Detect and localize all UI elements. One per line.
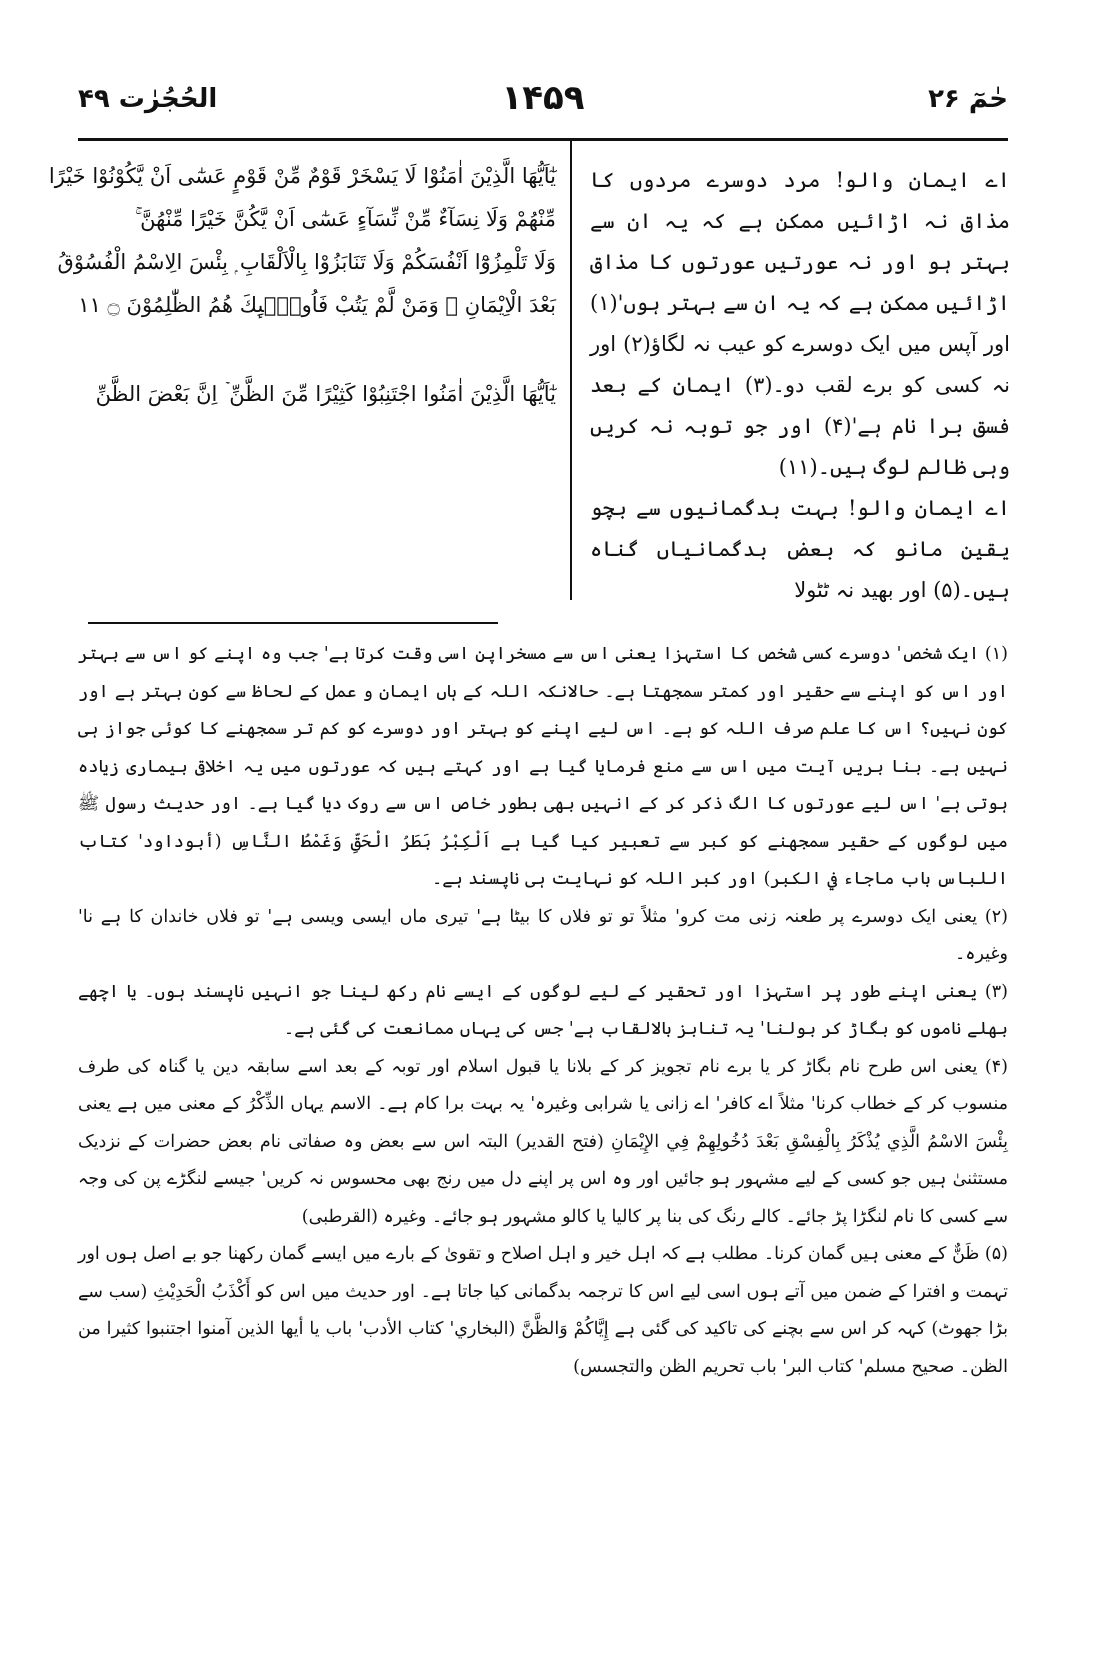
translation-paragraph: اے ایمان والو! مرد دوسرے مردوں کا مذاق نہ اڑائیں ممکن ہے کہ یہ ان سے بہتر ہو اور نہ عورتیں عورتوں کا مذاق اڑائیں ممکن ہے کہ یہ ان سے بہتر ہوں'(۱) اور آپس میں ایک دوسرے کو عیب نہ لگاؤ(۲) اور نہ کسی کو برے لقب دو۔(۳) ایمان کے بعد فسق برا نام ہے'(۴) اور جو توبہ نہ کریں وہی ظالم لوگ ہیں۔(۱۱): [590, 168, 1011, 479]
footnote: (۲) یعنی ایک دوسرے پر طعنہ زنی مت کرو' مثلاً تو تو فلاں کا بیٹا ہے' تیری ماں ایسی ویسی ہے' تو فلاں خاندان کا ہے نا' وغیرہ۔: [78, 906, 1008, 964]
arabic-line: وَلَا تَلْمِزُوْٓا اَنْفُسَكُمْ وَلَا تَنَابَزُوْا بِالْاَلْقَابِ ۭ بِئْسَ الِاسْمُ الْفُسُوْقُ: [57, 250, 556, 274]
footnote: (۱) ایک شخص' دوسرے کسی شخص کا استہزا یعنی اس سے مسخراپن اسی وقت کرتا ہے' جب وہ اپنے کو اس سے بہتر اور اس کو اپنے سے حقیر اور کمتر سمجھتا ہے۔ حالانکہ اللہ کے ہاں ایمان و عمل کے لحاظ سے کون بہتر ہے اور کون نہیں؟ اس کا علم صرف اللہ کو ہے۔ اس لیے اپنے کو بہتر اور دوسرے کو کم تر سمجھنے کا کوئی جواز ہی نہیں ہے۔ بنا بریں آیت میں اس سے منع فرمایا گیا ہے اور کہتے ہیں کہ عورتوں میں یہ اخلاقی بیماری زیادہ ہوتی ہے' اس لیے عورتوں کا الگ ذکر کر کے انہیں بھی بطور خاص اس سے روک دیا گیا ہے۔ اور حدیث رسول ﷺ میں لوگوں کے حقیر سمجھنے کو کبر سے تعبیر کیا گیا ہے اَلْكِبْرُ بَطَرُ الْحَقِّ وَغَمْطُ النَّاسِ (أبوداود' كتاب اللباس باب ماجاء في الكبر) اور کبر اللہ کو نہایت ہی ناپسند ہے۔: [78, 644, 1008, 889]
part-name: حٰمٓ ۲۶: [928, 84, 1008, 114]
footnote: (۳) یعنی اپنے طور پر استہزا اور تحقیر کے لیے لوگوں کے ایسے نام رکھ لینا جو انہیں ناپسند ہوں۔ یا اچھے بھلے ناموں کو بگاڑ کر بولنا' یہ تنابز بالالقاب ہے' جس کی یہاں ممانعت کی گئی ہے۔: [78, 981, 1008, 1039]
arabic-line: يٰٓاَيُّهَا الَّذِيْنَ اٰمَنُوْا لَا يَسْخَرْ قَوْمٌ مِّنْ قَوْمٍ عَسٰٓى اَنْ يَّكُوْنُوْا خَيْرًا: [48, 164, 556, 188]
footnote: (۵) ظَنٌّ کے معنی ہیں گمان کرنا۔ مطلب ہے کہ اہل خیر و اہل اصلاح و تقویٰ کے بارے میں ایسے گمان رکھنا جو بے اصل ہوں اور تہمت و افترا کے ضمن میں آتے ہوں اسی لیے اس کا ترجمہ بدگمانی کیا جاتا ہے۔ اور حدیث میں اس کو أَكْذَبُ الْحَدِيْثِ (سب سے بڑا جھوٹ) کہہ کر اس سے بچنے کی تاکید کی گئی ہے إِيَّاكُمْ وَالظَّنَّ (البخاري' كتاب الأدب' باب يا أيها الذين آمنوا اجتنبوا كثيرا من الظن۔ صحيح مسلم' كتاب البر' باب تحريم الظن والتجسس): [78, 1244, 1008, 1377]
surah-name: الحُجُرٰت ۴۹: [78, 84, 218, 114]
arabic-verses: [48, 155, 556, 416]
urdu-translation: [590, 160, 1010, 611]
translation-paragraph: اے ایمان والو! بہت بدگمانیوں سے بچو یقین مانو کہ بعض بدگمانیاں گناہ ہیں۔(۵) اور بھید نہ ٹٹولا: [590, 496, 1010, 602]
footnote-rule: [88, 622, 498, 624]
arabic-line: بَعْدَ الْاِيْمَانِ ۚ وَمَنْ لَّمْ يَتُبْ فَاُولٰۗىِٕكَ هُمُ الظّٰلِمُوْنَ ۝ ۱۱: [78, 293, 556, 317]
page-header: [78, 78, 1008, 128]
header-rule: [78, 138, 1008, 141]
arabic-line: يٰٓاَيُّهَا الَّذِيْنَ اٰمَنُوا اجْتَنِبُوْا كَثِيْرًا مِّنَ الظَّنِّ ۡ اِنَّ بَعْضَ الظَّنِّ: [95, 382, 556, 406]
footnote: (۴) یعنی اس طرح نام بگاڑ کر یا برے نام تجویز کر کے بلانا یا قبول اسلام اور توبہ کے بعد اسے سابقہ دین یا گناہ کی طرف منسوب کر کے خطاب کرنا' مثلاً اے کافر' اے زانی یا شرابی وغیرہ' یہ بہت برا کام ہے۔ الاسم یہاں الذِّكْرُ کے معنی میں ہے یعنی بِئْسَ الاسْمُ الَّذِي يُذْكَرُ بِالْفِسْقِ بَعْدَ دُخُولِهِمْ فِي الإِيْمَانِ (فتح القدير) البتہ اس سے بعض وہ صفاتی نام بعض حضرات کے نزدیک مستثنیٰ ہیں جو کسی کے لیے مشہور ہو جائیں اور وہ اس پر اپنے دل میں رنج بھی محسوس نہ کریں' جیسے لنگڑے پن کی وجہ سے کسی کا نام لنگڑا پڑ جائے۔ کالے رنگ کی بنا پر کالیا یا کالو مشہور ہو جائے۔ وغیرہ (القرطبی): [78, 1056, 1008, 1227]
column-divider: [570, 140, 572, 600]
arabic-line: مِّنْهُمْ وَلَا نِسَآءٌ مِّنْ نِّسَآءٍ عَسٰٓى اَنْ يَّكُنَّ خَيْرًا مِّنْهُنَّ ۚ: [134, 207, 556, 231]
footnotes: [78, 636, 1008, 1386]
page-number: ۱۴۵۹: [501, 78, 585, 118]
